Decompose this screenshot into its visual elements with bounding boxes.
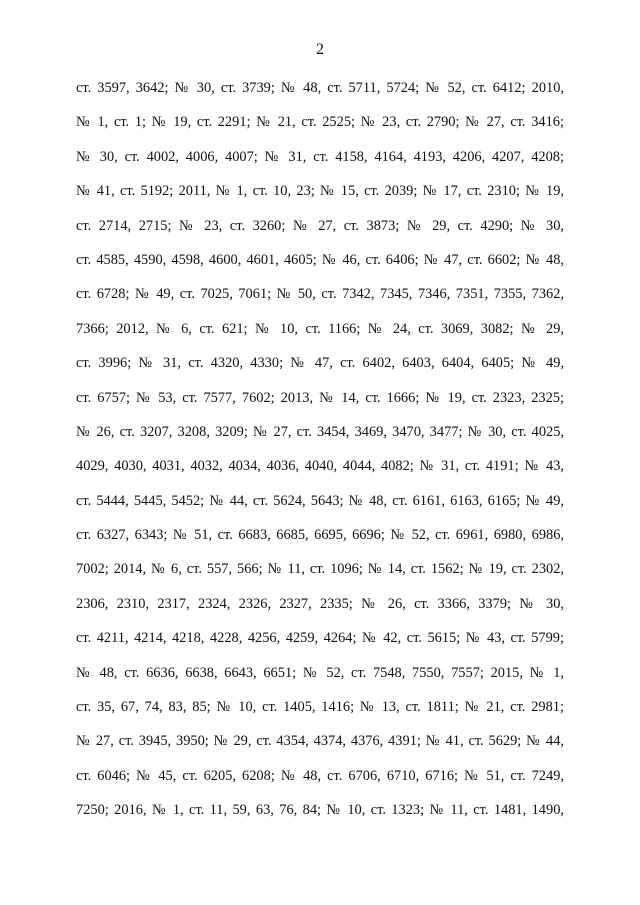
text-line: № 1, ст. 1; № 19, ст. 2291; № 21, ст. 2525; № 23, ст. 2790; № 27, ст. 3416; xyxy=(76,114,564,131)
text-line: ст. 3597, 3642; № 30, ст. 3739; № 48, ст. 5711, 5724; № 52, ст. 6412; 2010, xyxy=(76,80,564,96)
text-line: ст. 2714, 2715; № 23, ст. 3260; № 27, ст. 3873; № 29, ст. 4290; № 30, xyxy=(76,217,564,234)
text-line: № 26, ст. 3207, 3208, 3209; № 27, ст. 3454, 3469, 3470, 3477; № 30, ст. 4025, xyxy=(76,423,564,440)
text-line: ст. 6728; № 49, ст. 7025, 7061; № 50, ст. 7342, 7345, 7346, 7351, 7355, 7362, xyxy=(76,286,564,303)
text-line: ст. 4585, 4590, 4598, 4600, 4601, 4605; № 46, ст. 6406; № 47, ст. 6602; № 48, xyxy=(76,251,564,268)
page-number: 2 xyxy=(316,41,324,58)
text-line: 7002; 2014, № 6, ст. 557, 566; № 11, ст. 1096; № 14, ст. 1562; № 19, ст. 2302, xyxy=(76,561,564,578)
text-line: ст. 6757; № 53, ст. 7577, 7602; 2013, № 14, ст. 1666; № 19, ст. 2323, 2325; xyxy=(76,389,564,406)
text-line: ст. 6327, 6343; № 51, ст. 6683, 6685, 6695, 6696; № 52, ст. 6961, 6980, 6986, xyxy=(76,527,564,544)
text-line: ст. 5444, 5445, 5452; № 44, ст. 5624, 5643; № 48, ст. 6161, 6163, 6165; № 49, xyxy=(76,492,564,509)
text-line: № 48, ст. 6636, 6638, 6643, 6651; № 52, ст. 7548, 7550, 7557; 2015, № 1, xyxy=(76,664,564,681)
text-line: ст. 4211, 4214, 4218, 4228, 4256, 4259, 4264; № 42, ст. 5615; № 43, ст. 5799; xyxy=(76,630,564,647)
text-line: 7366; 2012, № 6, ст. 621; № 10, ст. 1166; № 24, ст. 3069, 3082; № 29, xyxy=(76,320,564,337)
text-line: № 27, ст. 3945, 3950; № 29, ст. 4354, 4374, 4376, 4391; № 41, ст. 5629; № 44, xyxy=(76,733,564,750)
text-line: 7250; 2016, № 1, ст. 11, 59, 63, 76, 84; № 10, ст. 1323; № 11, ст. 1481, 1490, xyxy=(76,802,564,819)
legal-citation-text xyxy=(76,77,564,834)
text-line: ст. 3996; № 31, ст. 4320, 4330; № 47, ст. 6402, 6403, 6404, 6405; № 49, xyxy=(76,355,564,372)
text-line: 2306, 2310, 2317, 2324, 2326, 2327, 2335; № 26, ст. 3366, 3379; № 30, xyxy=(76,595,564,612)
text-line: ст. 6046; № 45, ст. 6205, 6208; № 48, ст. 6706, 6710, 6716; № 51, ст. 7249, xyxy=(76,767,564,784)
text-line: № 30, ст. 4002, 4006, 4007; № 31, ст. 4158, 4164, 4193, 4206, 4207, 4208; xyxy=(76,148,564,165)
text-line: № 41, ст. 5192; 2011, № 1, ст. 10, 23; № 15, ст. 2039; № 17, ст. 2310; № 19, xyxy=(76,183,564,200)
text-line: 4029, 4030, 4031, 4032, 4034, 4036, 4040, 4044, 4082; № 31, ст. 4191; № 43, xyxy=(76,458,564,475)
text-line: ст. 35, 67, 74, 83, 85; № 10, ст. 1405, 1416; № 13, ст. 1811; № 21, ст. 2981; xyxy=(76,699,564,716)
